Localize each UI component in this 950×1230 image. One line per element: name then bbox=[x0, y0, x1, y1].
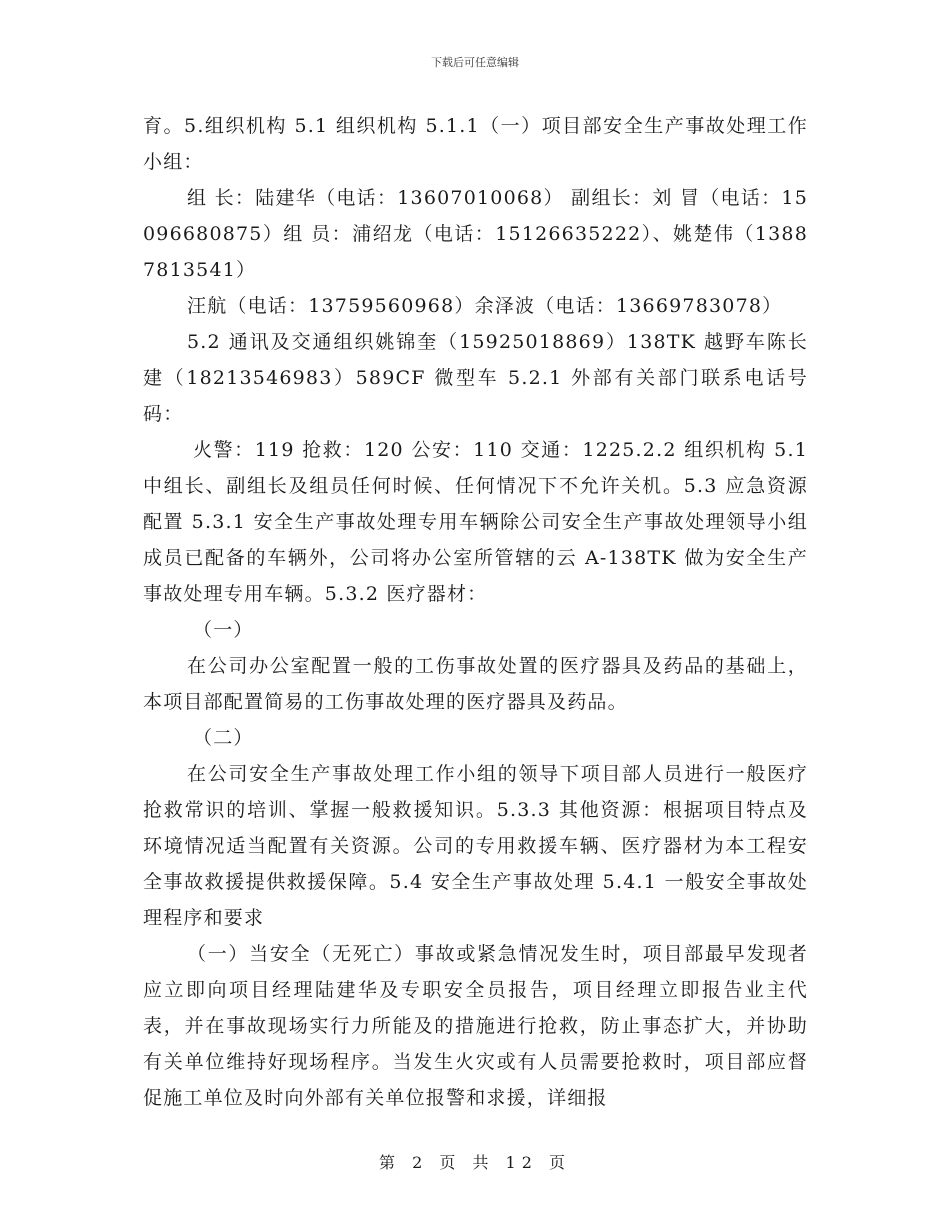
paragraph: （一） bbox=[193, 619, 254, 641]
paragraph: 火警：119 抢救：120 公安：110 交通：1225.2.2 组织机构 5.1 中组长、副组长及组员任何时候、任何情况下不允许关机。5.3 应急资源配置 5.3.1 安全生产事故处理专用车辆除公司安全生产事故处理领导小组成员已配备的车辆外，公司将办公室所管辖的云 A-138TK 做为安全生产事故处理专用车辆。5.3.2 医疗器材： bbox=[143, 439, 808, 605]
paragraph: 汪航（电话：13759560968）余泽波（电话：13669783078） bbox=[187, 295, 783, 317]
paragraph: 在公司安全生产事故处理工作小组的领导下项目部人员进行一般医疗抢救常识的培训、掌握一般救援知识。5.3.3 其他资源：根据项目特点及环境情况适当配置有关资源。公司的专用救援车辆、医疗器材为本工程安全事故救援提供救援保障。5.4 安全生产事故处理 5.4.1 一般安全事故处理程序和要求 bbox=[143, 763, 808, 929]
paragraph: 组 长：陆建华（电话：13607010068） 副组长：刘 冒（电话：15096680875）组 员：浦绍龙（电话：15126635222）、姚楚伟（13887813541） bbox=[143, 187, 808, 281]
page-footer: 第 2 页 共 12 页 bbox=[379, 1153, 571, 1172]
paragraph: 育。5.组织机构 5.1 组织机构 5.1.1（一）项目部安全生产事故处理工作小组： bbox=[143, 115, 808, 173]
page-header: 下载后可任意编辑 bbox=[431, 56, 519, 69]
paragraph: 在公司办公室配置一般的工伤事故处置的医疗器具及药品的基础上，本项目部配置简易的工伤事故处理的医疗器具及药品。 bbox=[143, 655, 808, 713]
document-body bbox=[143, 108, 808, 1116]
paragraph: 5.2 通讯及交通组织姚锦奎（15925018869）138TK 越野车陈长建（18213546983）589CF 微型车 5.2.1 外部有关部门联系电话号码： bbox=[143, 331, 808, 425]
paragraph: （一）当安全（无死亡）事故或紧急情况发生时，项目部最早发现者应立即向项目经理陆建华及专职安全员报告，项目经理立即报告业主代表，并在事故现场实行力所能及的措施进行抢救，防止事态扩大，并协助有关单位维持好现场程序。当发生火灾或有人员需要抢救时，项目部应督促施工单位及时向外部有关单位报警和求援，详细报 bbox=[143, 943, 808, 1109]
paragraph: （二） bbox=[193, 727, 254, 749]
